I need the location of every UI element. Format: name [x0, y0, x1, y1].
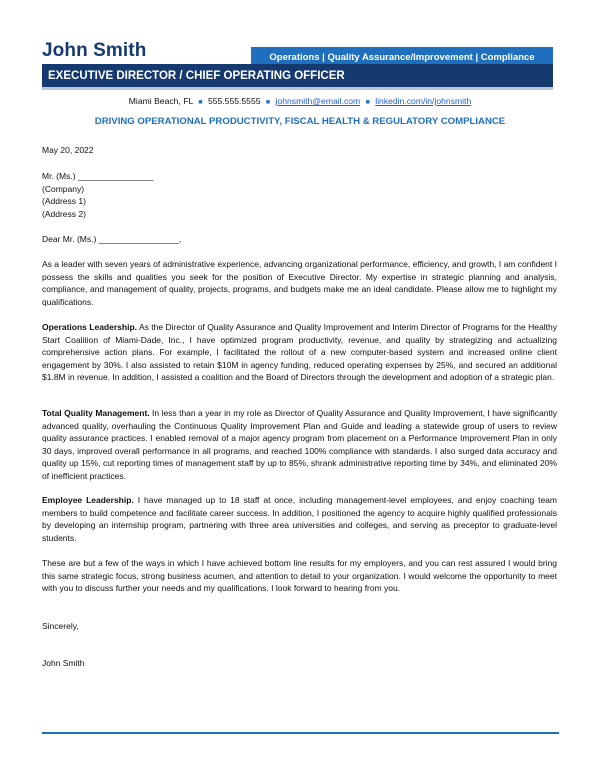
- specialty-tagline-bar: Operations | Quality Assurance/Improvement | Compliance: [251, 47, 553, 67]
- square-bullet-icon: ■: [198, 99, 203, 106]
- recipient-line: (Address 1): [42, 196, 86, 207]
- applicant-name: John Smith: [42, 40, 147, 61]
- footer-rule: [42, 732, 559, 734]
- salutation: Dear Mr. (Ms.) _________________,: [42, 234, 182, 244]
- contact-line: [0, 96, 600, 106]
- letter-date: May 20, 2022: [42, 145, 94, 155]
- recipient-block: [42, 170, 557, 220]
- section-heading: Operations Leadership.: [42, 322, 137, 332]
- phone-text: 555.555.5555: [207, 96, 261, 106]
- intro-paragraph: As a leader with seven years of administrative experience, advancing organizational performance, efficiency, and growth, I am confident I possess the skills and qualities you seek for the position of Executive Director. My expertise in strategic planning and analysis, compliance, and management of quality, projects, programs, and budgets make me an ideal candidate. Please allow me to highlight my qualifications.: [42, 259, 557, 307]
- closing-paragraph: These are but a few of the ways in which I have achieved bottom line results for my employers, and you can rest assured I would bring this same strategic focus, strong business acumen, and attention to detail to your organization. I would welcome the opportunity to meet with you to discuss further your needs and my qualifications. I look forward to hearing from you.: [42, 558, 557, 594]
- email-link[interactable]: johnsmith@email.com: [275, 96, 361, 106]
- location-text: Miami Beach, FL: [128, 96, 193, 106]
- section-heading: Total Quality Management.: [42, 408, 150, 418]
- total-quality-management-paragraph: [42, 407, 557, 483]
- square-bullet-icon: ■: [365, 99, 370, 106]
- title-bar-divider: [42, 87, 553, 90]
- signature-name: John Smith: [42, 658, 85, 668]
- job-title-bar: EXECUTIVE DIRECTOR / CHIEF OPERATING OFFICER: [42, 64, 553, 87]
- section-text: As the Director of Quality Assurance and Quality Improvement and Interim Director of Programs for the Healthy Start Coalition of Miami-Dade, Inc., I have optimized program productivity, revenue, and quality by strategizing and actualizing comprehensive action plans. For example, I facilitated the rollout of a new computer-based system and increased online client engagement by 30%. I also assisted to retain $10M in agency funding, reduced operating expenses by 25%, and secured an additional $1.8M in revenue. In addition, I assisted a coalition and the Board of Directors through the development and adoption of a strategic plan.: [42, 322, 557, 383]
- operations-leadership-paragraph: [42, 321, 557, 384]
- employee-leadership-paragraph: [42, 494, 557, 544]
- recipient-line: Mr. (Ms.) ________________: [42, 171, 154, 181]
- recipient-line: (Address 2): [42, 208, 86, 219]
- section-text: In less than a year in my role as Director of Quality Assurance and Quality Improvement, I have significantly advanced quality, overhauling the Continuous Quality Improvement Plan and Guide and leading a statewide group of users to review quality assurance practices. I enabled removal of a major agency program from placement on a Performance Improvement Plan in only 30 days, improved overall performance in all programs, and reached 100% compliance with standards. I also surged data accuracy and quality up 15%, cut reporting times of management staff by up to 85%, shrank administrative reporting time by 34%, and eliminated 20% of inefficient practices.: [42, 408, 557, 481]
- recipient-line: (Company): [42, 183, 85, 194]
- linkedin-link[interactable]: linkedin.com/in/johnsmith: [375, 96, 472, 106]
- section-text: I have managed up to 18 staff at once, including management-level employees, and enjoy coaching team members to build competence and facilitate career success. In addition, I positioned the agency to acquire highly qualified professionals by developing an internship program, partnering with three area universities and colleges, and serving as preceptor to graduate-level students.: [42, 495, 557, 543]
- section-heading: Employee Leadership.: [42, 495, 134, 505]
- square-bullet-icon: ■: [265, 99, 271, 106]
- branding-headline: DRIVING OPERATIONAL PRODUCTIVITY, FISCAL HEALTH & REGULATORY COMPLIANCE: [94, 116, 506, 127]
- signoff: Sincerely,: [42, 621, 79, 631]
